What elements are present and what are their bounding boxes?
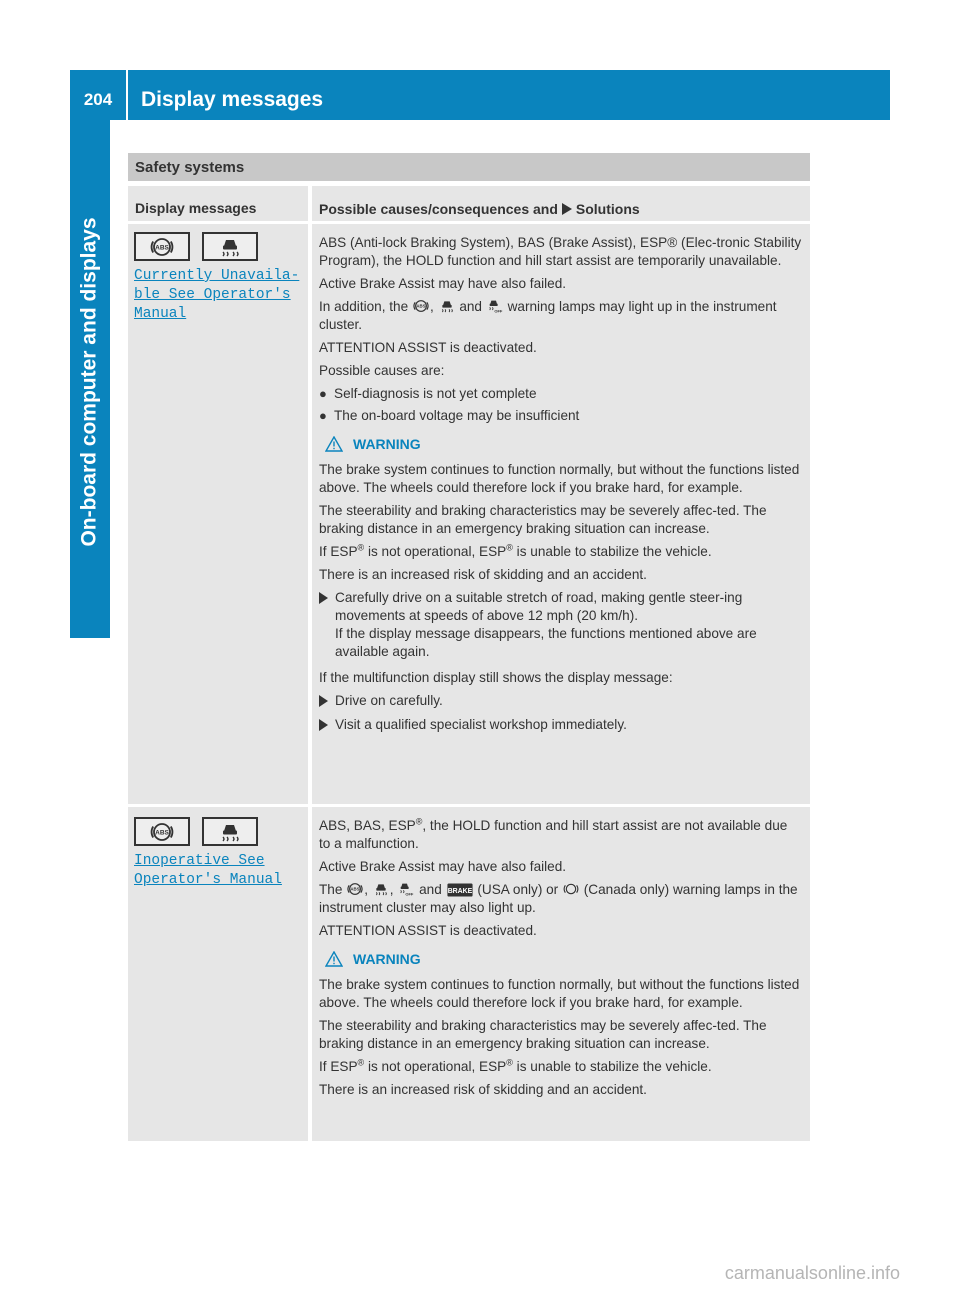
causes-cell xyxy=(312,224,810,804)
warning-triangle-icon xyxy=(325,951,343,967)
esp-skid-icon xyxy=(202,817,258,846)
esp-off-icon xyxy=(487,298,503,314)
action-arrow-icon xyxy=(319,695,328,707)
warning-heading: WARNING xyxy=(325,435,802,453)
action-item: Visit a qualified specialist workshop immediately. xyxy=(319,716,802,736)
display-message-cell xyxy=(128,224,308,804)
list-item: ● The on-board voltage may be insufficient xyxy=(319,408,580,423)
cause-text: Possible causes are: xyxy=(319,363,445,378)
action-item: Drive on carefully. xyxy=(319,692,802,712)
display-message-text: Currently Unavaila‐ ble See Operator's Manual xyxy=(134,268,300,322)
esp-off-icon xyxy=(398,881,414,897)
page-header xyxy=(70,70,890,120)
abs-warning-icon xyxy=(134,232,190,261)
brake-warning-icon xyxy=(447,883,473,897)
cause-text: Active Brake Assist may have also failed. xyxy=(319,276,567,291)
cause-text: ABS (Anti-lock Braking System), BAS (Brake Assist), ESP® (Elec-tronic Stability Program), the HOLD function and hill start assist are temporarily unavailable. xyxy=(319,235,802,268)
action-arrow-icon xyxy=(319,592,328,604)
messages-table xyxy=(128,186,810,1141)
warning-triangle-icon xyxy=(325,436,343,452)
cause-text: ABS, BAS, ESP®, the HOLD function and hill start assist are not available due to a malfunction. xyxy=(319,816,788,851)
cause-text: The , , and (USA only) or (Canada only) warning lamps in the instrument cluster may also light up. xyxy=(319,882,798,915)
solution-arrow-icon xyxy=(562,203,572,215)
section-title xyxy=(128,153,810,181)
col-header-display-messages: Display messages xyxy=(128,186,308,221)
cause-text: Active Brake Assist may have also failed. xyxy=(319,859,567,874)
table-row xyxy=(128,224,810,804)
abs-warning-icon xyxy=(413,298,429,314)
warning-text: The brake system continues to function normally, but without the functions listed above. The wheels could therefore lock if you brake hard, for example. xyxy=(319,462,800,495)
side-tab xyxy=(70,120,110,638)
warning-text: If ESP® is not operational, ESP® is unable to stabilize the vehicle. xyxy=(319,542,712,559)
display-message-text: Inoperative See Operator's Manual xyxy=(134,853,282,888)
brake-circle-icon xyxy=(563,881,579,897)
watermark: carmanualsonline.info xyxy=(724,1263,900,1283)
cause-text: ATTENTION ASSIST is deactivated. xyxy=(319,923,537,938)
causes-cell xyxy=(312,807,810,1141)
col-header-causes: Possible causes/consequences and Solutions xyxy=(312,186,810,221)
section-title-text: Safety systems xyxy=(135,158,245,176)
warning-text: The brake system continues to function normally, but without the functions listed above. The wheels could therefore lock if you brake hard, for example. xyxy=(319,977,800,1010)
esp-skid-icon xyxy=(202,232,258,261)
abs-warning-icon xyxy=(347,881,363,897)
display-message-cell xyxy=(128,807,308,1141)
table-header-row xyxy=(128,186,810,221)
list-item: ● Self-diagnosis is not yet complete xyxy=(319,386,537,401)
cause-text: In addition, the , and warning lamps may light up in the instrument cluster. xyxy=(319,299,777,332)
side-tab-label: On-board computer and displays xyxy=(78,217,101,547)
warning-text: If ESP® is not operational, ESP® is unable to stabilize the vehicle. xyxy=(319,1057,712,1074)
abs-warning-icon xyxy=(134,817,190,846)
warning-heading: WARNING xyxy=(325,950,802,968)
esp-skid-icon xyxy=(373,881,389,897)
header-title: Display messages xyxy=(141,88,324,111)
action-arrow-icon xyxy=(319,719,328,731)
warning-text: The steerability and braking characteristics may be severely affec-ted. The braking distance in an emergency braking situation can increase. xyxy=(319,1018,767,1051)
page-number: 204 xyxy=(83,90,113,109)
table-row xyxy=(128,807,810,1141)
warning-text: The steerability and braking characteristics may be severely affec-ted. The braking distance in an emergency braking situation can increase. xyxy=(319,503,767,536)
cause-text: If the multifunction display still shows the display message: xyxy=(319,670,673,685)
esp-skid-icon xyxy=(439,298,455,314)
warning-text: There is an increased risk of skidding and an accident. xyxy=(319,1082,647,1097)
cause-text: ATTENTION ASSIST is deactivated. xyxy=(319,340,537,355)
warning-text: There is an increased risk of skidding and an accident. xyxy=(319,567,647,582)
action-item: Carefully drive on a suitable stretch of road, making gentle steer-ing movements at speeds of above 12 mph (20 km/h). If the display message disappears, the functions mentioned above are available again. xyxy=(319,589,802,661)
